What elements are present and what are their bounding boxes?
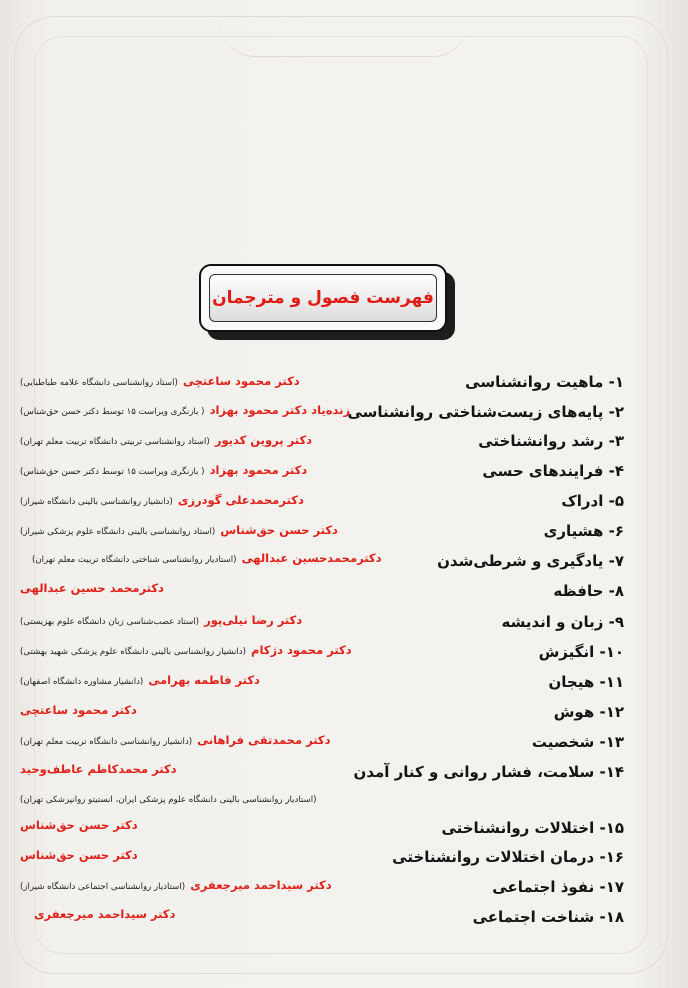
translator-entry xyxy=(20,729,331,748)
translator-row xyxy=(0,758,688,784)
page-title: فهرست فصول و مترجمان xyxy=(212,288,434,308)
translator-row xyxy=(0,844,688,870)
translator-entry xyxy=(20,577,164,596)
translator-name: دکتر محمود ساعتچی xyxy=(20,703,137,717)
translator-row xyxy=(0,639,688,665)
translator-affiliation: (دانشیار روانشناسی دانشگاه تربیت معلم تهران) xyxy=(20,737,193,747)
chapter-title: ۱- ماهیت روانشناسی xyxy=(465,373,624,391)
translator-affiliation: (استاد روانشناسی بالینی دانشگاه علوم پزشکی شیراز) xyxy=(20,527,216,537)
translator-row xyxy=(0,399,688,425)
title-box-inner xyxy=(209,274,437,322)
translator-name: دکتر پروین کدیور xyxy=(214,433,313,447)
translator-affiliation: (دانشیار مشاوره دانشگاه اصفهان) xyxy=(20,677,144,687)
translator-name: دکتر محمود ساعتچی xyxy=(182,374,300,388)
chapter-title: ۸- حافظه xyxy=(553,582,624,600)
translator-name: دکترمحمدحسین عبدالهی xyxy=(241,551,382,565)
chapter-title: ۹- زبان و اندیشه xyxy=(501,613,624,631)
translator-name: دکتر حسن حق‌شناس xyxy=(20,818,138,832)
translator-entry xyxy=(20,787,316,806)
translator-entry xyxy=(20,874,332,893)
translator-name: دکتر محمود دژکام xyxy=(251,643,352,657)
translator-name: دکتر حسن حق‌شناس xyxy=(20,848,138,862)
translator-entry xyxy=(32,547,382,566)
translator-affiliation: (استادیار روانشناسی اجتماعی دانشگاه شیراز) xyxy=(20,882,186,892)
translator-name: دکتر حسن حق‌شناس xyxy=(220,523,338,537)
translator-name: دکتر سیداحمد میرجعفری xyxy=(34,907,176,921)
translator-affiliation: ( بازنگری ویراست ۱۵ توسط دکتر حسن حق‌شناس) xyxy=(20,407,205,417)
translator-row xyxy=(0,519,688,545)
chapter-title: ۶- هشیاری xyxy=(543,522,624,540)
translator-entry xyxy=(20,758,177,777)
translator-entry xyxy=(34,903,175,922)
translator-affiliation: (استادیار روانشناسی شناختی دانشگاه تربیت معلم تهران) xyxy=(32,555,237,565)
translator-row xyxy=(0,699,688,725)
translator-entry xyxy=(20,844,138,863)
translator-entry xyxy=(20,399,350,418)
chapter-title: ۱۷- نفوذ اجتماعی xyxy=(492,878,624,896)
translator-entry xyxy=(20,370,300,389)
translator-affiliation: (استاد عصب‌شناسی زبان دانشگاه علوم بهزیستی) xyxy=(20,617,200,627)
translator-name: دکتر محمود بهزاد xyxy=(209,463,308,477)
translator-affiliation: (استاد روانشناسی دانشگاه علامه طباطبایی) xyxy=(20,378,178,388)
chapter-title: ۱۳- شخصیت xyxy=(531,733,624,751)
chapter-title: ۱۸- شناخت اجتماعی xyxy=(472,908,624,926)
translator-affiliation: (دانشیار روانشناسی بالینی دانشگاه علوم پزشکی شهید بهشتی) xyxy=(20,647,246,657)
translator-row xyxy=(0,729,688,755)
chapter-title: ۱۰- انگیزش xyxy=(538,643,624,661)
translator-row xyxy=(0,370,688,396)
translator-row xyxy=(0,669,688,695)
chapter-title: ۷- یادگیری و شرطی‌شدن xyxy=(437,552,624,570)
chapter-title: ۱۱- هیجان xyxy=(548,673,624,691)
translator-row xyxy=(0,577,688,603)
chapter-title: ۱۴- سلامت، فشار روانی و کنار آمدن xyxy=(353,763,624,781)
translator-entry xyxy=(20,429,312,448)
translator-affiliation: (استادیار روانشناسی بالینی دانشگاه علوم پزشکی ایران، انستیتو روانپزشکی تهران) xyxy=(20,795,317,805)
translator-name: دکتر سیداحمد میرجعفری xyxy=(190,878,332,892)
translator-name: زنده‌یاد دکتر محمود بهزاد xyxy=(209,403,351,417)
title-box xyxy=(199,264,447,332)
chapter-title: ۱۶- درمان اختلالات روانشناختی xyxy=(392,848,624,866)
translator-row xyxy=(0,787,688,813)
chapter-title: ۱۵- اختلالات روانشناختی xyxy=(441,819,624,837)
translator-name: دکتر رضا نیلی‌پور xyxy=(204,613,303,627)
translator-row xyxy=(0,903,688,929)
translator-row xyxy=(0,874,688,900)
translator-name: دکتر فاطمه بهرامی xyxy=(148,673,260,687)
translator-entry xyxy=(20,669,260,688)
translator-row xyxy=(0,459,688,485)
translator-row xyxy=(0,489,688,515)
translator-entry xyxy=(20,609,302,628)
translator-row xyxy=(0,814,688,840)
translator-row xyxy=(0,429,688,455)
translator-entry xyxy=(20,459,307,478)
translator-row xyxy=(0,609,688,635)
translator-entry xyxy=(20,519,338,538)
translator-affiliation: (دانشیار روانشناسی بالینی دانشگاه شیراز) xyxy=(20,497,173,507)
chapter-title: ۱۲- هوش xyxy=(553,703,624,721)
translator-entry xyxy=(20,699,137,718)
chapter-title: ۴- فرایندهای حسی xyxy=(482,462,624,480)
translator-name: دکترمحمد حسین عبدالهی xyxy=(20,581,164,595)
chapter-title: ۲- پایه‌های زیست‌شناختی روانشناسی xyxy=(347,403,624,421)
top-ornament xyxy=(220,22,468,57)
translator-entry xyxy=(20,814,138,833)
translator-affiliation: (استاد روانشناسی تربیتی دانشگاه تربیت معلم تهران) xyxy=(20,437,210,447)
translator-name: دکتر محمدکاظم عاطف‌وحید xyxy=(20,762,177,776)
translator-row xyxy=(0,547,688,573)
translator-name: دکترمحمدعلی گودرزی xyxy=(177,493,304,507)
translator-entry xyxy=(20,489,304,508)
translator-affiliation: ( بازنگری ویراست ۱۵ توسط دکتر حسن حق‌شناس) xyxy=(20,467,205,477)
translator-name: دکتر محمدتقی فراهانی xyxy=(197,733,331,747)
translator-entry xyxy=(20,639,352,658)
chapter-title: ۳- رشد روانشناختی xyxy=(478,432,624,450)
chapter-title: ۵- ادراک xyxy=(561,492,624,510)
